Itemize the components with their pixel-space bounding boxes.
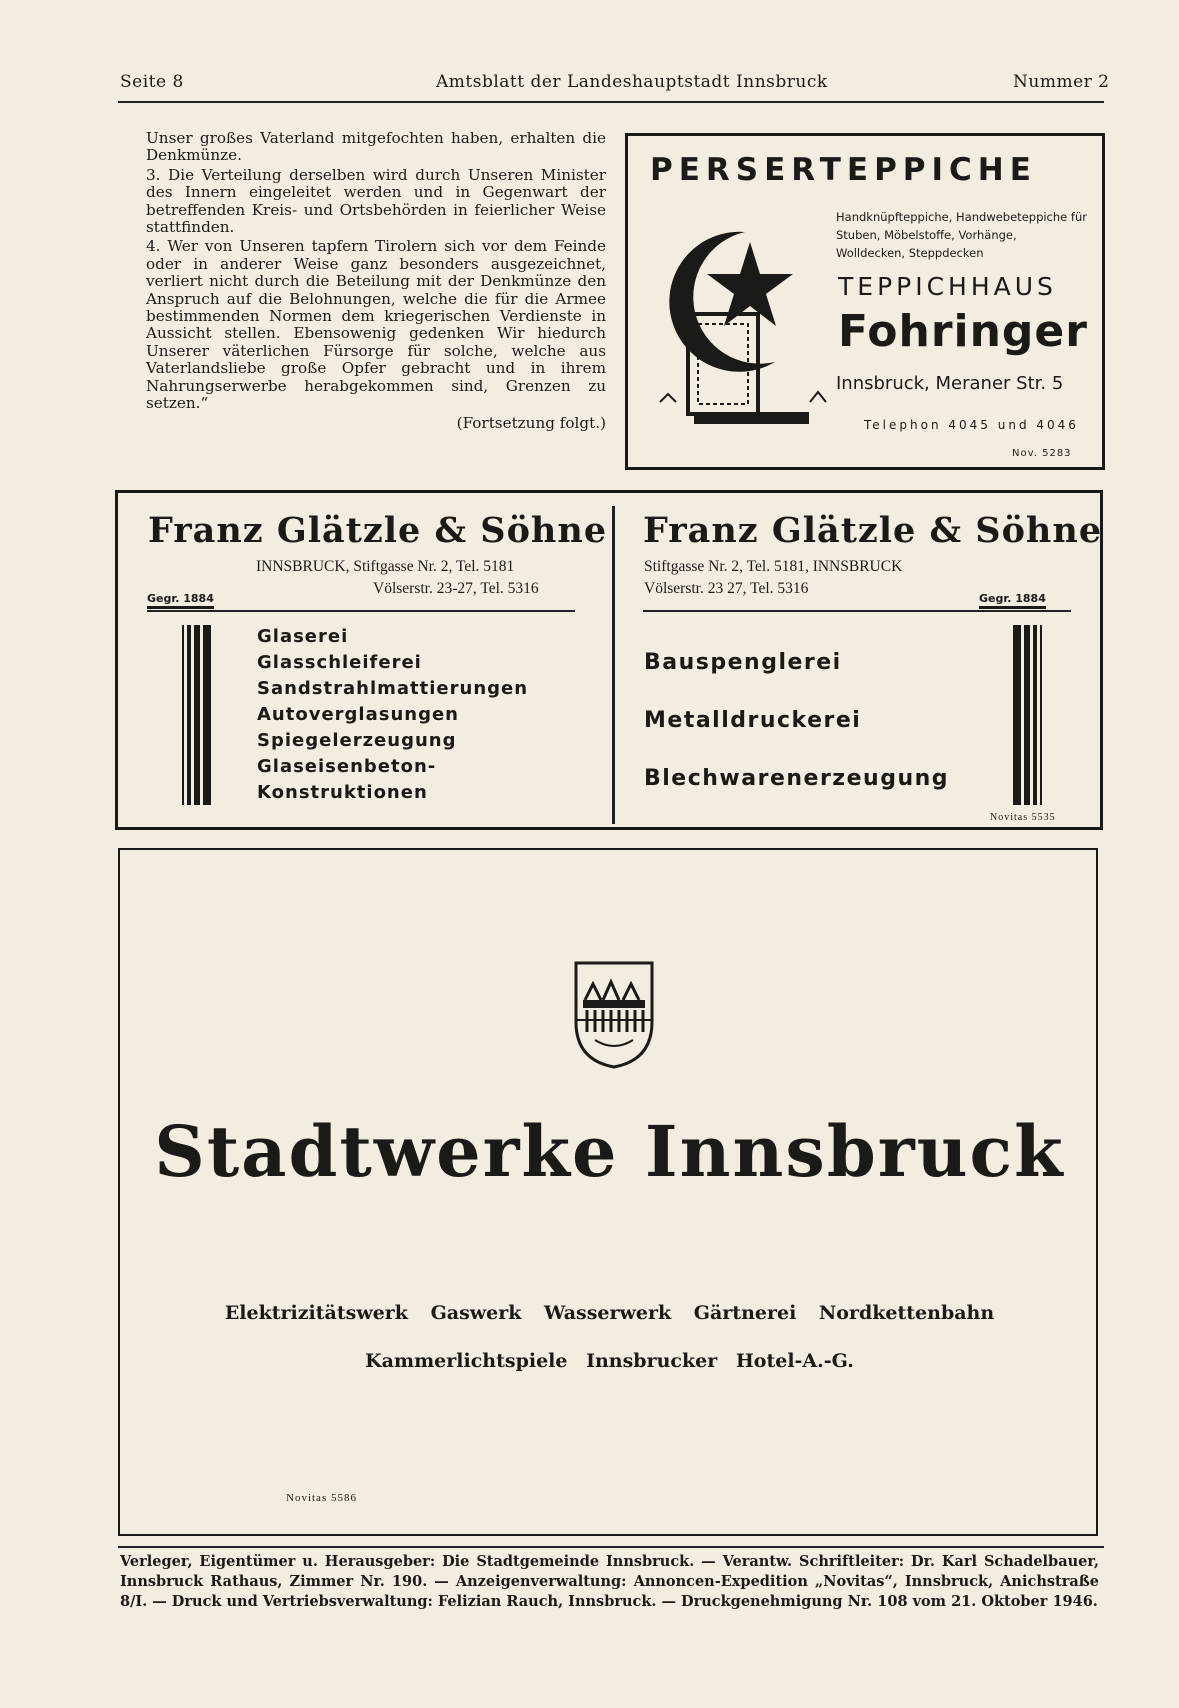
glaetzle-right-address-1: Stiftgasse Nr. 2, Tel. 5181, INNSBRUCK [644,558,903,575]
publication-title: Amtsblatt der Landeshauptstadt Innsbruck [436,72,828,92]
page-number: Seite 8 [120,72,184,92]
stadtwerke-departments: Elektrizitätswerk Gaswerk Wasserwerk Gärtnerei Nordkettenbahn [224,1302,995,1324]
column-divider [612,506,615,824]
imprint: Verleger, Eigentümer u. Herausgeber: Die Stadtgemeinde Innsbruck. — Verantw. Schriftleiter: Dr. Karl Schadelbauer, Innsbruck Rathaus, Zimmer Nr. 190. — Anzeigenverwaltung: Annoncen-Expedition „Novitas“, Innsbruck, Anichstraße 8/I. — Druck und Vertriebsverwaltung: Felizian Rauch, Innsbruck. — Druckgenehmigung Nr. 108 vom 21. Oktober 1946. [120,1553,1099,1610]
perser-title: PERSERTEPPICHE [650,152,1037,188]
ornament-icon [660,392,826,402]
glaetzle-right-founded: Gegr. 1884 [979,592,1046,609]
stadtwerke-departments-2: Kammerlichtspiele Innsbrucker Hotel-A.-G. [365,1350,854,1372]
header-rule [118,101,1104,103]
glaetzle-left-address-2: Völserstr. 23-27, Tel. 5316 [373,580,539,597]
service-item: Glaseisenbeton- [257,756,437,777]
glaetzle-right-name: Franz Glätzle & Söhne [643,510,1103,551]
issue-number: Nummer 2 [1013,72,1110,92]
fohringer-address: Innsbruck, Meraner Str. 5 [836,373,1064,394]
fohringer-name: Fohringer [838,306,1088,357]
stadtwerke-title: Stadtwerke Innsbruck [154,1110,1065,1193]
service-item: Sandstrahlmattierungen [257,678,529,699]
service-item: Glasschleiferei [257,652,422,673]
glaetzle-left-address-1: INNSBRUCK, Stiftgasse Nr. 2, Tel. 5181 [256,558,515,575]
teppichhaus-label: TEPPICHHAUS [838,272,1057,301]
glaetzle-right-bars-icon [1013,625,1042,805]
glaetzle-left-bars-icon [182,625,211,805]
service-item: Konstruktionen [257,782,428,803]
service-item: Glaserei [257,626,349,647]
glaetzle-right-service: Blechwarenerzeugung [644,766,950,791]
crescent-star-carpet-logo [650,212,835,452]
footer-rule [118,1546,1104,1548]
perser-ad-reference: Nov. 5283 [1012,448,1072,459]
glaetzle-right-service: Bauspenglerei [644,650,842,675]
article-paragraph: 3. Die Verteilung derselben wird durch Unseren Minister des Innern eingeleitet werden und in Gegenwart der betreffenden Kreis- und Ortsbehörden in feierlicher Weise stattfinden. [146,165,606,237]
glaetzle-right-address-2: Völserstr. 23 27, Tel. 5316 [644,580,809,597]
fohringer-phone: Telephon 4045 und 4046 [864,418,1079,432]
glaetzle-left-name: Franz Glätzle & Söhne [148,510,608,551]
innsbruck-coat-of-arms-icon [573,960,655,1070]
perser-description: Handknüpfteppiche, Handwebeteppiche für Stuben, Möbelstoffe, Vorhänge, Wolldecken, Steppdecken [836,210,1087,260]
article-paragraph: Unser großes Vaterland mitgefochten haben, erhalten die Denkmünze. [146,129,606,165]
article-paragraph: 4. Wer von Unseren tapfern Tirolern sich vor dem Feinde oder in anderer Weise ganz besonders ausgezeichnet, verliert nicht durch die Beteilung mit der Denkmünze den Anspruch auf die Belohnungen, welche die für die Armee bestimmenden Normen dem kriegerischen Verdienste in Aussicht stellen. Ebensowenig gedenken Wir hiedurch Unserer väterlichen Fürsorge für solche, welche aus Vaterlandsliebe große Opfer gebracht und in ihrem Nahrungserwerbe herabgekommen sind, Grenzen zu setzen.“ [146,237,606,413]
glaetzle-ad-reference: Novitas 5535 [990,812,1056,823]
glaetzle-left-rule [147,610,575,612]
glaetzle-right-rule [643,610,1071,612]
service-item: Spiegelerzeugung [257,730,457,751]
glaetzle-left-services [257,624,528,806]
article-column [146,130,606,432]
carpet-fringe [694,412,809,424]
service-item: Autoverglasungen [257,704,459,725]
glaetzle-right-service: Metalldruckerei [644,708,862,733]
continued-note: (Fortsetzung folgt.) [456,413,606,432]
glaetzle-left-founded: Gegr. 1884 [147,592,214,609]
stadtwerke-ad-reference: Novitas 5586 [286,1492,357,1504]
